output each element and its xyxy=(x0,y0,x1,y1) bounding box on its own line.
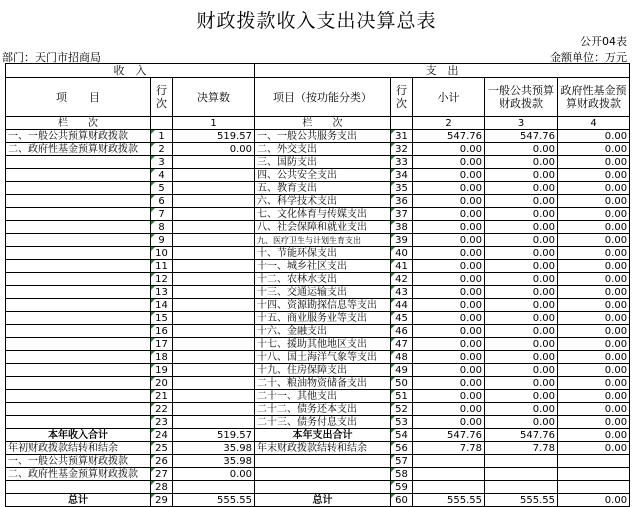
income-amount xyxy=(173,208,255,221)
expense-gov-fund: 0.00 xyxy=(558,364,630,377)
expense-general-budget: 0.00 xyxy=(485,221,558,234)
income-item xyxy=(6,182,151,195)
expense-general-budget: 0.00 xyxy=(485,377,558,390)
expense-line-no: 48 xyxy=(391,351,413,364)
income-line-no: 14 xyxy=(151,299,173,312)
expense-subtotal xyxy=(413,455,485,468)
income-item: 一、一般公共预算财政拨款 xyxy=(6,130,151,143)
expense-item: 十七、援助其他地区支出 xyxy=(255,338,391,351)
income-amount: 0.00 xyxy=(173,468,255,481)
department-label: 部门：天门市招商局 xyxy=(2,51,101,64)
expense-gov-fund: 0.00 xyxy=(558,130,630,143)
expense-gov-fund: 0.00 xyxy=(558,351,630,364)
expense-line-no: 57 xyxy=(391,455,413,468)
income-item xyxy=(6,208,151,221)
expense-line-no: 46 xyxy=(391,325,413,338)
income-line-no: 23 xyxy=(151,416,173,429)
expense-subtotal: 0.00 xyxy=(413,312,485,325)
expense-general-budget: 0.00 xyxy=(485,351,558,364)
expense-item: 十四、资源勘探信息等支出 xyxy=(255,299,391,312)
expense-subtotal: 0.00 xyxy=(413,286,485,299)
expense-item xyxy=(255,468,391,481)
income-line-no: 28 xyxy=(151,481,173,494)
expense-general-budget: 547.76 xyxy=(485,429,558,442)
expense-line-no: 31 xyxy=(391,130,413,143)
expense-gov-fund xyxy=(558,481,630,494)
income-item: 二、政府性基金预算财政拨款 xyxy=(6,143,151,156)
income-line-no: 22 xyxy=(151,403,173,416)
income-item: 本年收入合计 xyxy=(6,429,151,442)
expense-gov-fund: 0.00 xyxy=(558,403,630,416)
income-item: 总计 xyxy=(6,494,151,507)
expense-general-budget: 0.00 xyxy=(485,208,558,221)
expense-gov-fund: 0.00 xyxy=(558,377,630,390)
income-item: 一、一般公共预算财政拨款 xyxy=(6,455,151,468)
expense-gov-fund: 0.00 xyxy=(558,325,630,338)
expense-line-no: 34 xyxy=(391,169,413,182)
expense-gov-fund: 0.00 xyxy=(558,208,630,221)
expense-subtotal: 0.00 xyxy=(413,221,485,234)
income-item xyxy=(6,286,151,299)
expense-general-budget: 0.00 xyxy=(485,403,558,416)
expense-line-no: 50 xyxy=(391,377,413,390)
expense-general-budget xyxy=(485,455,558,468)
expense-general-budget: 0.00 xyxy=(485,260,558,273)
income-amount xyxy=(173,221,255,234)
income-line-no: 16 xyxy=(151,325,173,338)
expense-general-budget: 0.00 xyxy=(485,143,558,156)
expense-subtotal: 0.00 xyxy=(413,182,485,195)
expense-item: 十八、国土海洋气象等支出 xyxy=(255,351,391,364)
expense-subtotal xyxy=(413,481,485,494)
expense-subtotal: 0.00 xyxy=(413,351,485,364)
amount-header: 决算数 xyxy=(173,78,255,117)
table-row xyxy=(6,143,630,156)
income-amount xyxy=(173,169,255,182)
expense-subtotal: 0.00 xyxy=(413,273,485,286)
income-amount xyxy=(173,286,255,299)
expense-item: 二、外交支出 xyxy=(255,143,391,156)
expense-general-budget: 0.00 xyxy=(485,364,558,377)
expense-line-no: 53 xyxy=(391,416,413,429)
expense-subtotal: 0.00 xyxy=(413,156,485,169)
income-item xyxy=(6,416,151,429)
expense-general-budget: 0.00 xyxy=(485,390,558,403)
table-row xyxy=(6,312,630,325)
expense-line-no: 44 xyxy=(391,299,413,312)
expense-subtotal: 547.76 xyxy=(413,429,485,442)
expense-subtotal: 0.00 xyxy=(413,247,485,260)
income-amount: 519.57 xyxy=(173,429,255,442)
table-row xyxy=(6,286,630,299)
income-line-no: 18 xyxy=(151,351,173,364)
income-line-no: 24 xyxy=(151,429,173,442)
expense-general-budget: 0.00 xyxy=(485,247,558,260)
expense-line-no: 51 xyxy=(391,390,413,403)
income-line-no: 26 xyxy=(151,455,173,468)
expense-general-budget: 0.00 xyxy=(485,156,558,169)
expense-item: 十、节能环保支出 xyxy=(255,247,391,260)
income-item xyxy=(6,403,151,416)
expense-subtotal: 0.00 xyxy=(413,234,485,247)
expense-general-budget: 0.00 xyxy=(485,299,558,312)
expense-general-budget: 0.00 xyxy=(485,195,558,208)
income-amount xyxy=(173,247,255,260)
expense-gov-fund: 0.00 xyxy=(558,260,630,273)
expense-general-budget xyxy=(485,468,558,481)
expense-line-no: 35 xyxy=(391,182,413,195)
expense-line-no: 43 xyxy=(391,286,413,299)
table-row xyxy=(6,208,630,221)
table-row xyxy=(6,494,630,507)
form-code: 公开04表 xyxy=(580,35,627,48)
expense-gov-fund: 0.00 xyxy=(558,286,630,299)
expense-line-no: 54 xyxy=(391,429,413,442)
expense-gov-fund: 0.00 xyxy=(558,273,630,286)
income-amount xyxy=(173,364,255,377)
income-line-no: 6 xyxy=(151,195,173,208)
table-row xyxy=(6,234,630,247)
table-row xyxy=(6,130,630,143)
expense-subtotal: 0.00 xyxy=(413,299,485,312)
income-amount xyxy=(173,416,255,429)
income-line-no: 29 xyxy=(151,494,173,507)
table-row xyxy=(6,338,630,351)
expense-gov-fund: 0.00 xyxy=(558,234,630,247)
column-number-3: 3 xyxy=(485,117,558,130)
expense-line-no: 37 xyxy=(391,208,413,221)
income-amount: 0.00 xyxy=(173,143,255,156)
income-item xyxy=(6,169,151,182)
gov-fund-header: 政府性基金预算财政拨款 xyxy=(558,78,630,117)
expense-gov-fund: 0.00 xyxy=(558,156,630,169)
expense-subtotal: 555.55 xyxy=(413,494,485,507)
expense-subtotal: 0.00 xyxy=(413,377,485,390)
expense-gov-fund: 0.00 xyxy=(558,221,630,234)
expense-line-no: 39 xyxy=(391,234,413,247)
income-amount: 519.57 xyxy=(173,130,255,143)
expense-general-budget: 0.00 xyxy=(485,182,558,195)
expense-item: 九、医疗卫生与计划生育支出 xyxy=(255,234,391,247)
income-line-no: 27 xyxy=(151,468,173,481)
income-line-no: 3 xyxy=(151,156,173,169)
table-row xyxy=(6,377,630,390)
expense-subtotal: 0.00 xyxy=(413,260,485,273)
income-amount xyxy=(173,377,255,390)
column-label-right: 栏 次 xyxy=(255,117,391,130)
income-amount xyxy=(173,156,255,169)
expense-gov-fund: 0.00 xyxy=(558,338,630,351)
income-item: 二、政府性基金预算财政拨款 xyxy=(6,468,151,481)
expense-gov-fund: 0.00 xyxy=(558,390,630,403)
expense-line-no: 36 xyxy=(391,195,413,208)
table-row xyxy=(6,351,630,364)
table-row xyxy=(6,182,630,195)
table-row xyxy=(6,299,630,312)
expense-subtotal: 0.00 xyxy=(413,169,485,182)
expense-header: 支 出 xyxy=(255,64,630,78)
expense-line-no: 49 xyxy=(391,364,413,377)
income-amount xyxy=(173,312,255,325)
table-row xyxy=(6,455,630,468)
expense-item: 七、文化体育与传媒支出 xyxy=(255,208,391,221)
expense-gov-fund: 0.00 xyxy=(558,182,630,195)
income-line-no: 17 xyxy=(151,338,173,351)
table-row xyxy=(6,442,630,455)
expense-item xyxy=(255,455,391,468)
unit-label: 金额单位：万元 xyxy=(550,51,627,64)
table-row xyxy=(6,403,630,416)
expense-item: 总计 xyxy=(255,494,391,507)
income-line-no: 4 xyxy=(151,169,173,182)
income-amount xyxy=(173,234,255,247)
expense-item: 年末财政拨款结转和结余 xyxy=(255,442,391,455)
line-header: 行次 xyxy=(151,78,173,117)
income-amount xyxy=(173,299,255,312)
expense-item: 五、教育支出 xyxy=(255,182,391,195)
income-amount: 35.98 xyxy=(173,442,255,455)
income-line-no: 2 xyxy=(151,143,173,156)
expense-gov-fund xyxy=(558,468,630,481)
table-row xyxy=(6,481,630,494)
expense-general-budget: 0.00 xyxy=(485,325,558,338)
expense-item: 十五、商业服务业等支出 xyxy=(255,312,391,325)
table-row xyxy=(6,325,630,338)
expense-general-budget xyxy=(485,481,558,494)
income-line-no: 21 xyxy=(151,390,173,403)
income-line-no: 19 xyxy=(151,364,173,377)
income-line-no: 25 xyxy=(151,442,173,455)
func-item-header: 项目（按功能分类） xyxy=(255,78,391,117)
income-item xyxy=(6,481,151,494)
expense-subtotal xyxy=(413,468,485,481)
item-header: 项 目 xyxy=(6,78,151,117)
income-line-no: 10 xyxy=(151,247,173,260)
expense-gov-fund: 0.00 xyxy=(558,494,630,507)
expense-subtotal: 0.00 xyxy=(413,325,485,338)
expense-general-budget: 0.00 xyxy=(485,416,558,429)
expense-item: 十六、金融支出 xyxy=(255,325,391,338)
expense-general-budget: 0.00 xyxy=(485,312,558,325)
income-line-no: 15 xyxy=(151,312,173,325)
table-row xyxy=(6,195,630,208)
expense-item: 二十三、债务付息支出 xyxy=(255,416,391,429)
income-item xyxy=(6,221,151,234)
expense-line-no: 60 xyxy=(391,494,413,507)
expense-line-no: 52 xyxy=(391,403,413,416)
expense-item: 十一、城乡社区支出 xyxy=(255,260,391,273)
income-amount xyxy=(173,273,255,286)
table-row xyxy=(6,221,630,234)
income-amount xyxy=(173,351,255,364)
expense-gov-fund: 0.00 xyxy=(558,247,630,260)
table-row xyxy=(6,390,630,403)
expense-subtotal: 0.00 xyxy=(413,195,485,208)
income-item xyxy=(6,390,151,403)
expense-subtotal: 0.00 xyxy=(413,338,485,351)
expense-gov-fund: 0.00 xyxy=(558,429,630,442)
expense-gov-fund: 0.00 xyxy=(558,299,630,312)
income-item xyxy=(6,195,151,208)
table-row xyxy=(6,273,630,286)
income-line-no: 5 xyxy=(151,182,173,195)
income-line-no: 13 xyxy=(151,286,173,299)
income-amount: 35.98 xyxy=(173,455,255,468)
expense-line-no: 47 xyxy=(391,338,413,351)
column-number-1: 1 xyxy=(173,117,255,130)
income-item xyxy=(6,377,151,390)
expense-item: 二十一、其他支出 xyxy=(255,390,391,403)
column-label-left: 栏 次 xyxy=(6,117,151,130)
expense-line-no: 42 xyxy=(391,273,413,286)
budget-table xyxy=(5,63,630,507)
table-row xyxy=(6,156,630,169)
income-line-no: 11 xyxy=(151,260,173,273)
expense-item: 三、国防支出 xyxy=(255,156,391,169)
income-amount xyxy=(173,325,255,338)
table-row xyxy=(6,468,630,481)
expense-item: 二十二、债务还本支出 xyxy=(255,403,391,416)
report-title: 财政拨款收入支出决算总表 xyxy=(196,10,437,32)
expense-gov-fund: 0.00 xyxy=(558,416,630,429)
expense-item: 十九、住房保障支出 xyxy=(255,364,391,377)
expense-gov-fund: 0.00 xyxy=(558,169,630,182)
table-row xyxy=(6,247,630,260)
income-item xyxy=(6,247,151,260)
expense-gov-fund: 0.00 xyxy=(558,442,630,455)
expense-item: 四、公共安全支出 xyxy=(255,169,391,182)
income-item xyxy=(6,338,151,351)
expense-gov-fund: 0.00 xyxy=(558,312,630,325)
expense-line-no: 33 xyxy=(391,156,413,169)
expense-item: 本年支出合计 xyxy=(255,429,391,442)
expense-item xyxy=(255,481,391,494)
column-number-2: 2 xyxy=(413,117,485,130)
income-amount xyxy=(173,403,255,416)
income-item xyxy=(6,260,151,273)
income-item xyxy=(6,364,151,377)
expense-gov-fund: 0.00 xyxy=(558,143,630,156)
table-row xyxy=(6,429,630,442)
income-line-no: 20 xyxy=(151,377,173,390)
expense-item: 一、一般公共服务支出 xyxy=(255,130,391,143)
expense-subtotal: 0.00 xyxy=(413,390,485,403)
income-amount xyxy=(173,182,255,195)
expense-line-no: 45 xyxy=(391,312,413,325)
expense-subtotal: 0.00 xyxy=(413,416,485,429)
income-amount xyxy=(173,195,255,208)
income-item xyxy=(6,312,151,325)
expense-item: 八、社会保障和就业支出 xyxy=(255,221,391,234)
income-item: 年初财政拨款结转和结余 xyxy=(6,442,151,455)
expense-gov-fund: 0.00 xyxy=(558,195,630,208)
column-number-4: 4 xyxy=(558,117,630,130)
expense-item: 二十、粮油物资储备支出 xyxy=(255,377,391,390)
expense-item: 六、科学技术支出 xyxy=(255,195,391,208)
income-amount: 555.55 xyxy=(173,494,255,507)
expense-subtotal: 547.76 xyxy=(413,130,485,143)
income-line-no: 9 xyxy=(151,234,173,247)
expense-general-budget: 555.55 xyxy=(485,494,558,507)
expense-subtotal: 7.78 xyxy=(413,442,485,455)
expense-line-no: 38 xyxy=(391,221,413,234)
expense-item: 十二、农林水支出 xyxy=(255,273,391,286)
table-row xyxy=(6,364,630,377)
expense-subtotal: 0.00 xyxy=(413,364,485,377)
expense-line-no: 56 xyxy=(391,442,413,455)
expense-line-no: 40 xyxy=(391,247,413,260)
income-amount xyxy=(173,481,255,494)
expense-general-budget: 0.00 xyxy=(485,338,558,351)
expense-general-budget: 0.00 xyxy=(485,273,558,286)
income-item xyxy=(6,325,151,338)
expense-general-budget: 7.78 xyxy=(485,442,558,455)
table-row xyxy=(6,169,630,182)
income-item xyxy=(6,234,151,247)
income-item xyxy=(6,299,151,312)
subtotal-header: 小计 xyxy=(413,78,485,117)
income-line-no: 12 xyxy=(151,273,173,286)
income-line-no: 8 xyxy=(151,221,173,234)
expense-line-no: 41 xyxy=(391,260,413,273)
income-item xyxy=(6,156,151,169)
general-budget-header: 一般公共预算财政拨款 xyxy=(485,78,558,117)
income-item xyxy=(6,351,151,364)
income-line-no: 7 xyxy=(151,208,173,221)
line2-header: 行次 xyxy=(391,78,413,117)
income-item xyxy=(6,273,151,286)
expense-gov-fund xyxy=(558,455,630,468)
income-amount xyxy=(173,338,255,351)
income-header: 收 入 xyxy=(6,64,255,78)
expense-subtotal: 0.00 xyxy=(413,143,485,156)
expense-subtotal: 0.00 xyxy=(413,208,485,221)
income-amount xyxy=(173,260,255,273)
income-amount xyxy=(173,390,255,403)
expense-general-budget: 0.00 xyxy=(485,234,558,247)
table-row xyxy=(6,416,630,429)
expense-line-no: 58 xyxy=(391,468,413,481)
expense-line-no: 32 xyxy=(391,143,413,156)
income-line-no: 1 xyxy=(151,130,173,143)
expense-general-budget: 547.76 xyxy=(485,130,558,143)
expense-general-budget: 0.00 xyxy=(485,169,558,182)
expense-line-no: 59 xyxy=(391,481,413,494)
expense-item: 十三、交通运输支出 xyxy=(255,286,391,299)
table-row xyxy=(6,260,630,273)
expense-general-budget: 0.00 xyxy=(485,286,558,299)
expense-subtotal: 0.00 xyxy=(413,403,485,416)
